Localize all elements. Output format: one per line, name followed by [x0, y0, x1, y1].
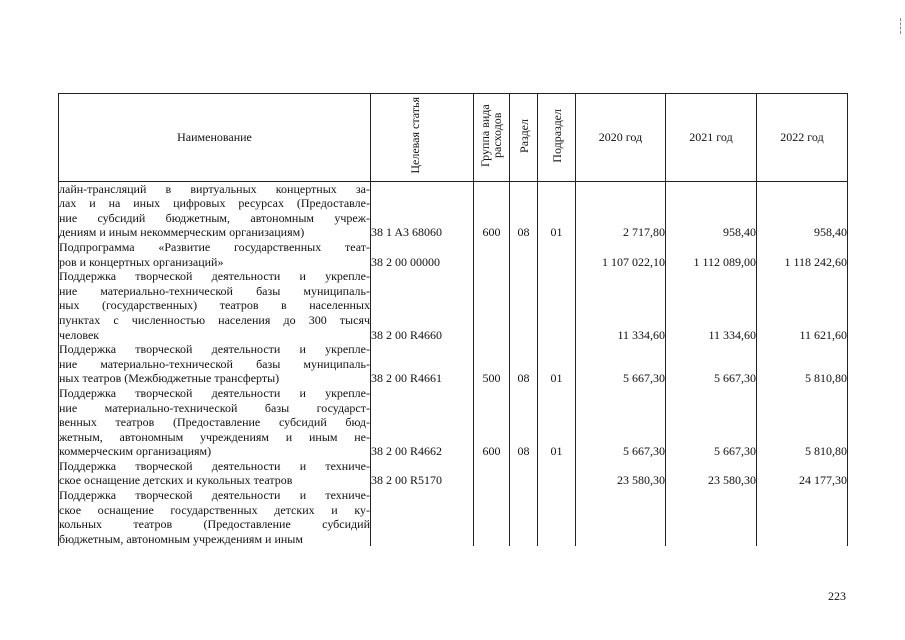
row-name-line: Подпрограмма «Развитие государственных теат- [59, 239, 370, 254]
budget-table [58, 93, 848, 546]
expense-group-cell [474, 269, 510, 342]
target-code-cell: 38 1 A3 68060 [371, 181, 474, 240]
row-name-line: ское оснащение детских и кукольных театров [59, 473, 293, 488]
subsection-cell [538, 269, 576, 342]
expense-group-cell [474, 240, 510, 269]
row-name-line: ров и концертных организаций» [59, 254, 224, 269]
table-body [59, 181, 848, 546]
row-name-line: ние материально-технической базы государст- [59, 400, 370, 415]
row-name-cell [59, 181, 371, 240]
row-name-line: Поддержка творческой деятельности и укрепле- [59, 269, 370, 284]
header-expense-group: Группа вида расходов [474, 94, 510, 182]
row-name-line: кольных театров (Предоставление субсидий [59, 517, 370, 532]
page-number: 223 [828, 589, 846, 603]
row-name-line: ных (государственных) театров в населенных [59, 298, 370, 313]
subsection-cell [538, 488, 576, 546]
value-2020-cell: 5 667,30 [576, 342, 666, 386]
row-name-line: Поддержка творческой деятельности и техниче- [59, 458, 370, 473]
table-row [59, 240, 848, 269]
row-name-line: венных театров (Предоставление субсидий бюд- [59, 415, 370, 430]
header-target: Целевая статья [371, 94, 474, 182]
table-row [59, 342, 848, 386]
section-cell [510, 459, 538, 488]
row-name-line: ское оснащение государственных детских и ку- [59, 502, 370, 517]
row-name-line: лайн-трансляций в виртуальных концертных за- [59, 181, 370, 196]
row-name-line: человек [59, 327, 100, 342]
row-name-cell [59, 240, 371, 269]
section-cell [510, 488, 538, 546]
row-name-line: ние субсидий бюджетным, автономным учреж- [59, 210, 370, 225]
value-2021-cell [666, 488, 757, 546]
value-2021-cell: 958,40 [666, 181, 757, 240]
row-name-line: ние материально-технической базы муниципаль- [59, 356, 370, 371]
subsection-cell [538, 459, 576, 488]
value-2021-cell: 1 112 089,00 [666, 240, 757, 269]
row-name-line: Поддержка творческой деятельности и укрепле- [59, 342, 370, 357]
header-subsection: Подраздел [538, 94, 576, 182]
target-code-cell [371, 488, 474, 546]
expense-group-cell: 600 [474, 181, 510, 240]
value-2022-cell: 958,40 [757, 181, 848, 240]
row-name-line: ние материально-технической базы муниципаль- [59, 283, 370, 298]
section-cell [510, 269, 538, 342]
value-2020-cell: 11 334,60 [576, 269, 666, 342]
row-name-line: жетным, автономным учреждениям и иным не- [59, 429, 370, 444]
value-2020-cell: 5 667,30 [576, 386, 666, 459]
value-2021-cell: 11 334,60 [666, 269, 757, 342]
header-name: Наименование [59, 94, 371, 182]
row-name-line: ных театров (Межбюджетные трансферты) [59, 371, 280, 386]
table-row [59, 181, 848, 240]
subsection-cell: 01 [538, 342, 576, 386]
header-2022: 2022 год [757, 94, 848, 182]
value-2020-cell: 2 717,80 [576, 181, 666, 240]
table-row [59, 386, 848, 459]
target-code-cell: 38 2 00 00000 [371, 240, 474, 269]
header-section: Раздел [510, 94, 538, 182]
value-2021-cell: 23 580,30 [666, 459, 757, 488]
margin-mark [900, 18, 902, 34]
expense-group-cell [474, 459, 510, 488]
row-name-cell [59, 459, 371, 488]
target-code-cell: 38 2 00 R4660 [371, 269, 474, 342]
row-name-cell [59, 386, 371, 459]
value-2021-cell: 5 667,30 [666, 386, 757, 459]
header-2021: 2021 год [666, 94, 757, 182]
row-name-line: Поддержка творческой деятельности и техниче- [59, 488, 370, 503]
expense-group-cell: 600 [474, 386, 510, 459]
row-name-cell [59, 342, 371, 386]
value-2020-cell: 23 580,30 [576, 459, 666, 488]
subsection-cell [538, 240, 576, 269]
value-2022-cell: 24 177,30 [757, 459, 848, 488]
expense-group-cell: 500 [474, 342, 510, 386]
table-header-row [59, 94, 848, 182]
target-code-cell: 38 2 00 R4661 [371, 342, 474, 386]
row-name-line: дениям и иным некоммерческим организациям) [59, 225, 305, 240]
section-cell [510, 240, 538, 269]
row-name-line: Поддержка творческой деятельности и укрепле- [59, 385, 370, 400]
row-name-line: пунктах с численностью населения до 300 тысяч [59, 312, 370, 327]
header-2020: 2020 год [576, 94, 666, 182]
row-name-line: коммерческим организациям) [59, 444, 212, 459]
target-code-cell: 38 2 00 R4662 [371, 386, 474, 459]
expense-group-cell [474, 488, 510, 546]
section-cell: 08 [510, 181, 538, 240]
section-cell: 08 [510, 386, 538, 459]
section-cell: 08 [510, 342, 538, 386]
value-2022-cell: 5 810,80 [757, 342, 848, 386]
table-row [59, 459, 848, 488]
row-name-cell [59, 269, 371, 342]
value-2021-cell: 5 667,30 [666, 342, 757, 386]
table-row [59, 269, 848, 342]
target-code-cell: 38 2 00 R5170 [371, 459, 474, 488]
value-2022-cell: 11 621,60 [757, 269, 848, 342]
row-name-line: бюджетным, автономным учреждениям и иным [59, 531, 303, 546]
table-row [59, 488, 848, 546]
row-name-cell [59, 488, 371, 546]
value-2020-cell [576, 488, 666, 546]
value-2022-cell: 5 810,80 [757, 386, 848, 459]
subsection-cell: 01 [538, 386, 576, 459]
row-name-line: лах и на иных цифровых ресурсах (Предоставле- [59, 196, 370, 211]
value-2020-cell: 1 107 022,10 [576, 240, 666, 269]
value-2022-cell [757, 488, 848, 546]
value-2022-cell: 1 118 242,60 [757, 240, 848, 269]
subsection-cell: 01 [538, 181, 576, 240]
